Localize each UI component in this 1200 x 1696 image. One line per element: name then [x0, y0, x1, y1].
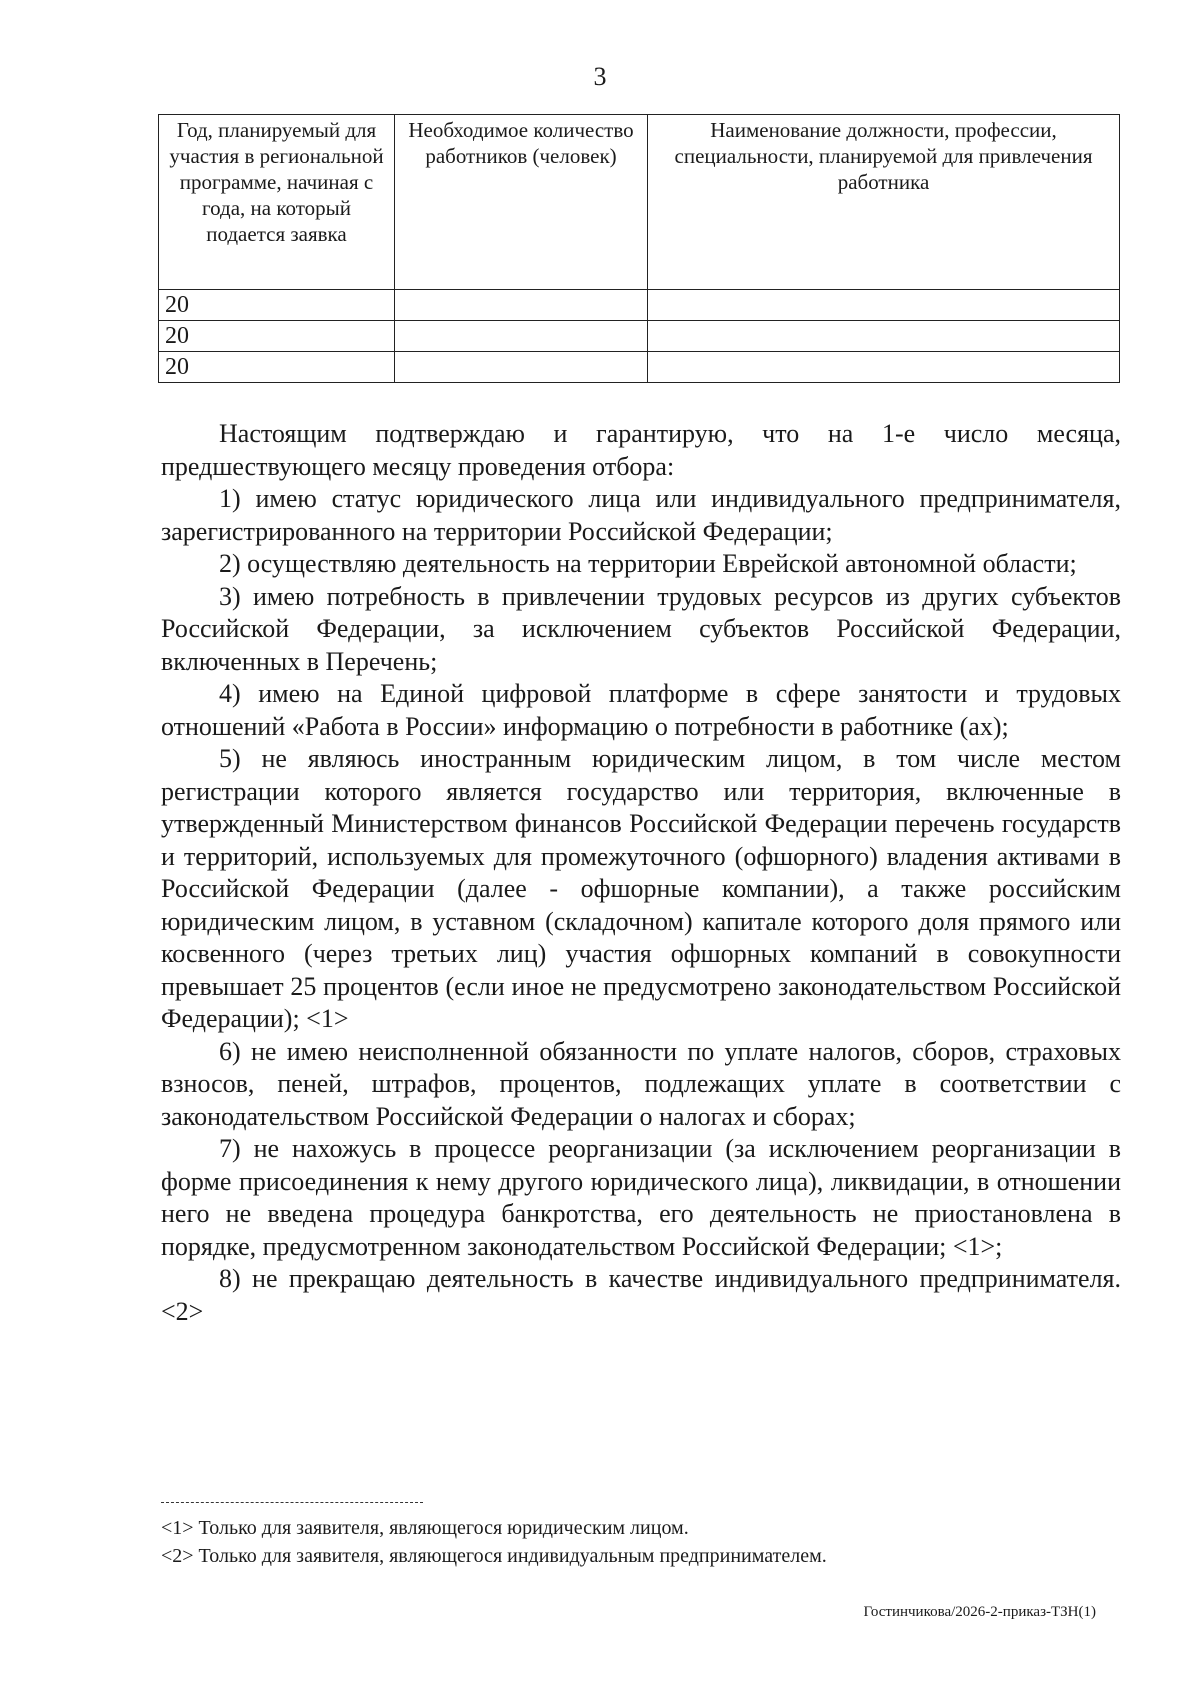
page-number: 3: [593, 62, 607, 91]
header-position-name: Наименование должности, профессии, специальности, планируемой для привлечения работника: [648, 115, 1120, 290]
table-cell-year: 20: [159, 290, 395, 321]
condition-item-3: 3) имею потребность в привлечении трудовых ресурсов из других субъектов Российской Федерации, за исключением субъектов Российской Федерации, включенных в Перечень;: [161, 581, 1121, 676]
table-cell-year: 20: [159, 352, 395, 383]
footnotes: [161, 1514, 1121, 1570]
table-cell-count: [395, 290, 648, 321]
condition-item-1: 1) имею статус юридического лица или индивидуального предпринимателя, зарегистрированного на территории Российской Федерации;: [161, 484, 1121, 546]
table-cell-position: [648, 352, 1120, 383]
header-year: Год, планируемый для участия в региональной программе, начиная с года, на который подается заявка: [159, 115, 395, 290]
condition-item-4: 4) имею на Единой цифровой платформе в сфере занятости и трудовых отношений «Работа в России» информацию о потребности в работнике (ах);: [161, 679, 1121, 741]
confirmation-text: [161, 418, 1121, 1328]
header-worker-count: Необходимое количество работников (человек): [395, 115, 648, 290]
table-cell-position: [648, 321, 1120, 352]
table-row: [159, 290, 1120, 321]
footnote-2: <2> Только для заявителя, являющегося индивидуальным предпринимателем.: [161, 1545, 827, 1567]
intro-paragraph: Настоящим подтверждаю и гарантирую, что на 1-е число месяца, предшествующего месяцу проведения отбора:: [161, 419, 1121, 481]
footnote-1: <1> Только для заявителя, являющегося юридическим лицом.: [161, 1517, 689, 1539]
table-cell-year: 20: [159, 321, 395, 352]
table-header-row: [159, 115, 1120, 290]
table-row: [159, 352, 1120, 383]
footnote-separator: [161, 1502, 423, 1503]
condition-item-8: 8) не прекращаю деятельность в качестве индивидуального предпринимателя. <2>: [161, 1264, 1121, 1326]
condition-item-7: 7) не нахожусь в процессе реорганизации (за исключением реорганизации в форме присоединения к нему другого юридического лица), ликвидации, в отношении него не введена процедура банкротства, его деятельность не приостановлена в порядке, предусмотренном законодательством Российской Федерации; <1>;: [161, 1134, 1121, 1261]
requirements-table: [158, 114, 1120, 383]
condition-item-5: 5) не являюсь иностранным юридическим лицом, в том числе местом регистрации которого является государство или территория, включенные в утвержденный Министерством финансов Российской Федерации перечень государств и территорий, используемых для промежуточного (офшорного) владения активами в Российской Федерации (далее - офшорные компании), а также российским юридическим лицом, в уставном (складочном) капитале которого доля прямого или косвенного (через третьих лиц) участия офшорных компаний в совокупности превышает 25 процентов (если иное не предусмотрено законодательством Российской Федерации); <1>: [161, 744, 1121, 1033]
table-cell-position: [648, 290, 1120, 321]
table-cell-count: [395, 321, 648, 352]
table-cell-count: [395, 352, 648, 383]
condition-item-6: 6) не имею неисполненной обязанности по уплате налогов, сборов, страховых взносов, пеней, штрафов, процентов, подлежащих уплате в соответствии с законодательством Российской Федерации о налогах и сборах;: [161, 1036, 1121, 1131]
table-row: [159, 321, 1120, 352]
condition-item-2: 2) осуществляю деятельность на территории Еврейской автономной области;: [219, 549, 1077, 578]
document-reference: Гостинчикова/2026-2-приказ-ТЗН(1): [863, 1604, 1096, 1620]
